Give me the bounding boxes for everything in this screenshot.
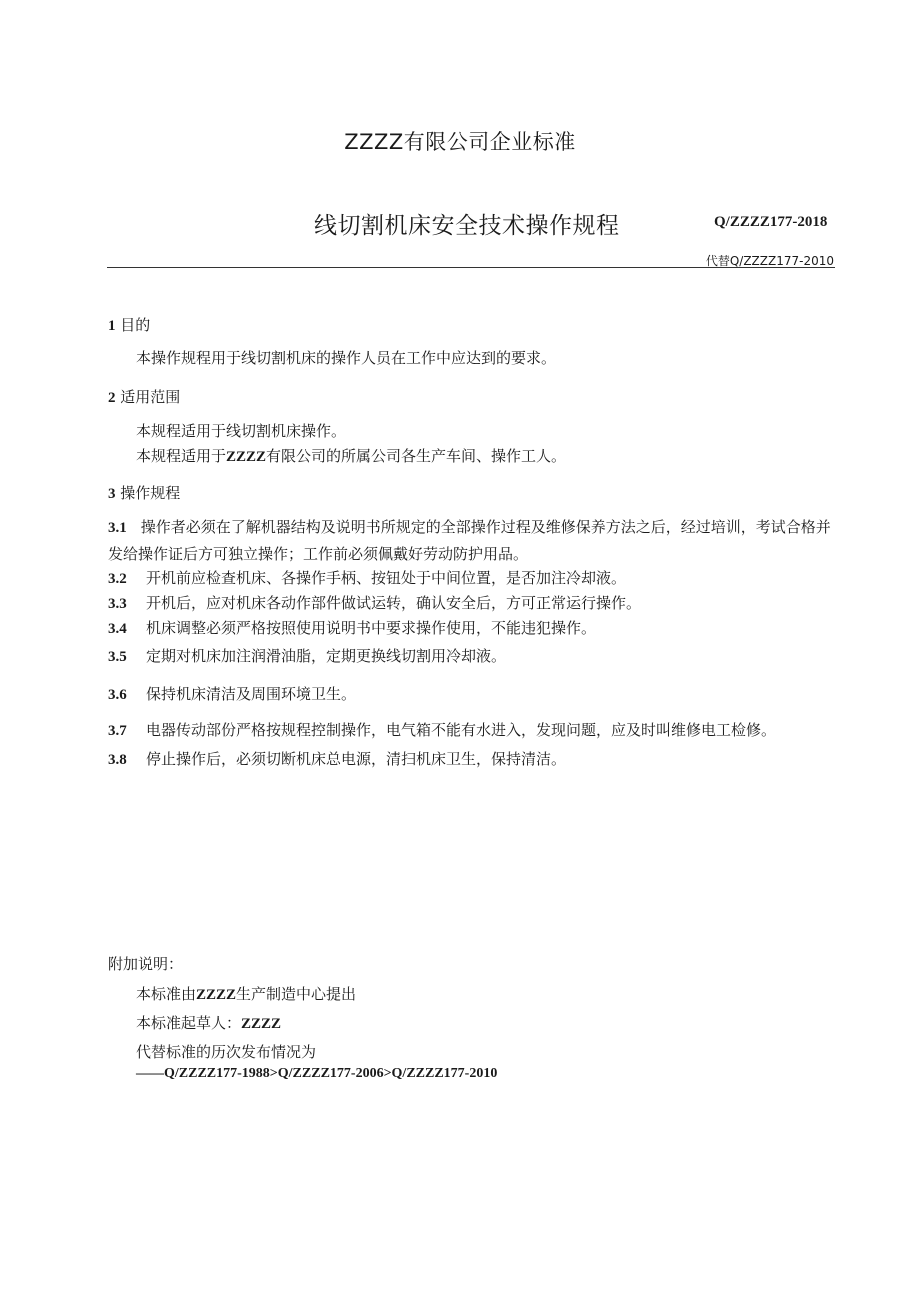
item-number: 3.1: [108, 520, 127, 536]
proposed-suffix: 生产制造中心提出: [236, 985, 357, 1003]
item-number: 3.6: [108, 687, 127, 703]
proposed-org: ZZZZ: [196, 987, 237, 1003]
line-prefix: 本规程适用于: [136, 447, 227, 465]
list-item: [108, 592, 641, 613]
proposed-prefix: 本标准由: [136, 985, 197, 1003]
item-number: 3.7: [108, 723, 127, 739]
notes-history: ——Q/ZZZZ177-1988>Q/ZZZZ177-2006>Q/ZZZZ177-2010: [136, 1066, 498, 1081]
drafter-name: ZZZZ: [241, 1016, 282, 1032]
company-name: ZZZZ: [226, 449, 267, 465]
list-item: [108, 617, 596, 638]
section-1-text: 本操作规程用于线切割机床的操作人员在工作中应达到的要求。: [136, 349, 557, 367]
item-text: 开机后，应对机床各动作部件做试运转，确认安全后，方可正常运行操作。: [146, 594, 642, 612]
item-text: 机床调整必须严格按照使用说明书中要求操作使用，不能违犯操作。: [146, 619, 597, 637]
notes-history-label: 代替标准的历次发布情况为: [136, 1043, 317, 1061]
list-item: [108, 567, 626, 588]
standard-number: Q/ZZZZ177-2018: [714, 214, 828, 230]
item-number: 3.4: [108, 621, 127, 637]
company-standard-heading: ZZZZ有限公司企业标准: [344, 130, 576, 154]
item-text: 操作者必须在了解机器结构及说明书所规定的全部操作过程及维修保养方法之后，经过培训，考试合格并发给操作证后方可独立操作；工作前必须佩戴好劳动防护用品。: [108, 518, 831, 563]
list-item: [108, 719, 776, 740]
section-number: 1: [108, 318, 116, 334]
section-title: 目的: [120, 316, 151, 334]
section-number: 2: [108, 390, 116, 406]
section-number: 3: [108, 486, 116, 502]
item-number: 3.3: [108, 596, 127, 612]
section-3-heading: [108, 482, 180, 503]
list-item: [108, 514, 836, 567]
item-number: 3.5: [108, 649, 127, 665]
item-number: 3.8: [108, 752, 127, 768]
section-title: 适用范围: [120, 388, 181, 406]
item-text: 开机前应检查机床、各操作手柄、按钮处于中间位置，是否加注冷却液。: [146, 569, 627, 587]
list-item: [108, 748, 566, 769]
section-2-heading: [108, 386, 180, 407]
notes-heading: 附加说明：: [108, 955, 184, 973]
item-text: 停止操作后，必须切断机床总电源，清扫机床卫生，保持清洁。: [146, 750, 567, 768]
section-1-heading: [108, 314, 150, 335]
section-2-line-1: 本规程适用于线切割机床操作。: [136, 422, 347, 440]
drafter-prefix: 本标准起草人：: [136, 1014, 242, 1032]
item-text: 保持机床清洁及周围环境卫生。: [146, 685, 357, 703]
section-2-line-2: [136, 445, 566, 466]
header-divider: [107, 267, 835, 268]
item-number: 3.2: [108, 571, 127, 587]
item-text: 电器传动部份严格按规程控制操作，电气箱不能有水进入，发现问题，应及时叫维修电工检修。: [146, 721, 777, 739]
item-text: 定期对机床加注润滑油脂，定期更换线切割用冷却液。: [146, 647, 507, 665]
section-title: 操作规程: [120, 484, 181, 502]
notes-proposed: [136, 983, 356, 1004]
list-item: [108, 645, 506, 666]
line-rest: 有限公司的所属公司各生产车间、操作工人。: [266, 447, 567, 465]
list-item: [108, 683, 356, 704]
notes-drafter: [136, 1012, 281, 1033]
document-title: 线切割机床安全技术操作规程: [314, 213, 620, 239]
replaces-standard: 代替Q/ZZZZ177-2010: [705, 254, 834, 268]
